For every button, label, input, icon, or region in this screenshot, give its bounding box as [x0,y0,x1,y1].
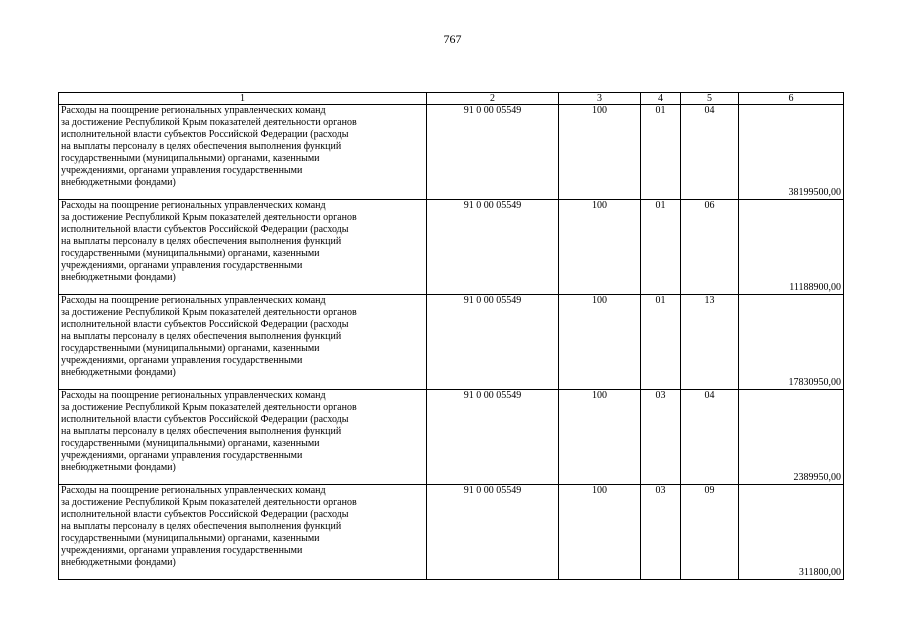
row-description: Расходы на поощрение региональных управленческих команд за достижение Республикой Крым показателей деятельности органов исполнительной власти субъектов Российской Федерации (расходы на выплаты персоналу в целях обеспечения выполнения функций государственными (муниципальными) органами, казенными учреждениями, органами управления государственными внебюджетными фондами) [59,390,427,485]
row-expense-type: 100 [559,485,641,580]
header-col-2: 2 [427,93,559,105]
table-row [59,105,844,200]
header-col-1: 1 [59,93,427,105]
row-subsection: 04 [681,105,739,200]
row-target-code: 91 0 00 05549 [427,485,559,580]
header-col-3: 3 [559,93,641,105]
row-section: 01 [641,105,681,200]
row-amount: 311800,00 [739,485,844,580]
row-subsection: 04 [681,390,739,485]
budget-table [58,92,844,580]
row-subsection: 06 [681,200,739,295]
row-section: 03 [641,390,681,485]
row-section: 03 [641,485,681,580]
row-description: Расходы на поощрение региональных управленческих команд за достижение Республикой Крым показателей деятельности органов исполнительной власти субъектов Российской Федерации (расходы на выплаты персоналу в целях обеспечения выполнения функций государственными (муниципальными) органами, казенными учреждениями, органами управления государственными внебюджетными фондами) [59,105,427,200]
row-amount: 11188900,00 [739,200,844,295]
row-amount: 38199500,00 [739,105,844,200]
table-row [59,390,844,485]
row-expense-type: 100 [559,390,641,485]
row-target-code: 91 0 00 05549 [427,295,559,390]
row-description: Расходы на поощрение региональных управленческих команд за достижение Республикой Крым показателей деятельности органов исполнительной власти субъектов Российской Федерации (расходы на выплаты персоналу в целях обеспечения выполнения функций государственными (муниципальными) органами, казенными учреждениями, органами управления государственными внебюджетными фондами) [59,200,427,295]
row-subsection: 09 [681,485,739,580]
row-expense-type: 100 [559,200,641,295]
row-amount: 2389950,00 [739,390,844,485]
row-expense-type: 100 [559,295,641,390]
row-target-code: 91 0 00 05549 [427,105,559,200]
row-target-code: 91 0 00 05549 [427,200,559,295]
row-subsection: 13 [681,295,739,390]
header-row [59,93,844,105]
header-col-4: 4 [641,93,681,105]
table-row [59,485,844,580]
header-col-6: 6 [739,93,844,105]
header-col-5: 5 [681,93,739,105]
page-number: 767 [443,32,462,46]
table-row [59,200,844,295]
row-expense-type: 100 [559,105,641,200]
row-amount: 17830950,00 [739,295,844,390]
table-row [59,295,844,390]
row-description: Расходы на поощрение региональных управленческих команд за достижение Республикой Крым показателей деятельности органов исполнительной власти субъектов Российской Федерации (расходы на выплаты персоналу в целях обеспечения выполнения функций государственными (муниципальными) органами, казенными учреждениями, органами управления государственными внебюджетными фондами) [59,485,427,580]
row-section: 01 [641,200,681,295]
row-description: Расходы на поощрение региональных управленческих команд за достижение Республикой Крым показателей деятельности органов исполнительной власти субъектов Российской Федерации (расходы на выплаты персоналу в целях обеспечения выполнения функций государственными (муниципальными) органами, казенными учреждениями, органами управления государственными внебюджетными фондами) [59,295,427,390]
row-section: 01 [641,295,681,390]
row-target-code: 91 0 00 05549 [427,390,559,485]
